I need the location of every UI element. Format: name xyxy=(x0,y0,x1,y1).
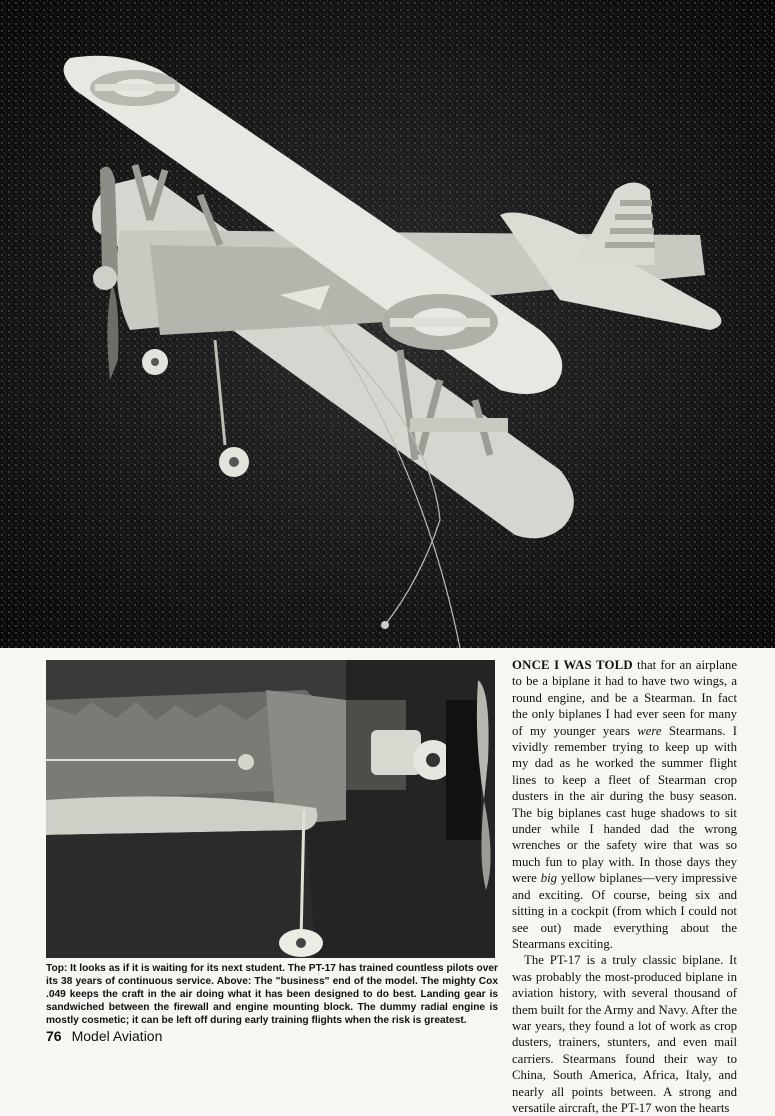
article-emphasis: were xyxy=(637,723,662,738)
photo-caption: Top: It looks as if it is waiting for its next student. The PT-17 has trained countless pilots over its 38 years of continuous service. Above: The "business" end of the model. The mighty Cox .049 keeps the craft in the air doing what it has been designed to do best. Landing gear is sandwiched between the firewall and engine mounting block. The dummy radial engine is mostly cosmetic; it can be left off during early training flights when the risk is greatest. xyxy=(46,963,498,1026)
engine-closeup-photo xyxy=(46,660,495,958)
page-number: 76 xyxy=(46,1028,62,1044)
article-text: yellow biplanes—very impressive and exciting. Of course, being six and sitting in a cockpit (from which I could not see out) made everything about the Stearmans exciting. xyxy=(512,871,737,951)
article-emphasis: big xyxy=(540,871,558,886)
article-text: Stearmans. I vividly remember trying to keep up with my dad as he worked the summer flight lines to keep a fleet of Stearman crop dusters in the air during the busy season. The big biplanes cast huge shadows to sit under while I handed dad the wrong wrenches or the safety wire that was so much fun to play with. In those days they were xyxy=(512,723,737,886)
article-body xyxy=(512,657,737,1116)
article-lead: ONCE I WAS TOLD xyxy=(512,658,633,672)
page-footer xyxy=(46,1028,162,1044)
engine-closeup-photo-icon xyxy=(46,660,495,958)
article-paragraph-2: The PT-17 is a truly classic biplane. It was probably the most-produced biplane in aviation history, with several thousand of them built for the Army and Navy. After the war years, they found a lot of work as crop dusters, trainers, stunters, and even mail carriers. Stearmans found their way to China, South America, Africa, Italy, and nearly all points between. A strong and versatile aircraft, the PT-17 won the hearts xyxy=(512,953,737,1115)
article-paragraph-1 xyxy=(512,657,737,952)
magazine-name: Model Aviation xyxy=(71,1028,163,1044)
article-text: that for an airplane to be a biplane it had to have two wings, a round engine, and be a Stearman. In fact the only biplanes I had ever seen for many of my younger years xyxy=(512,658,738,738)
